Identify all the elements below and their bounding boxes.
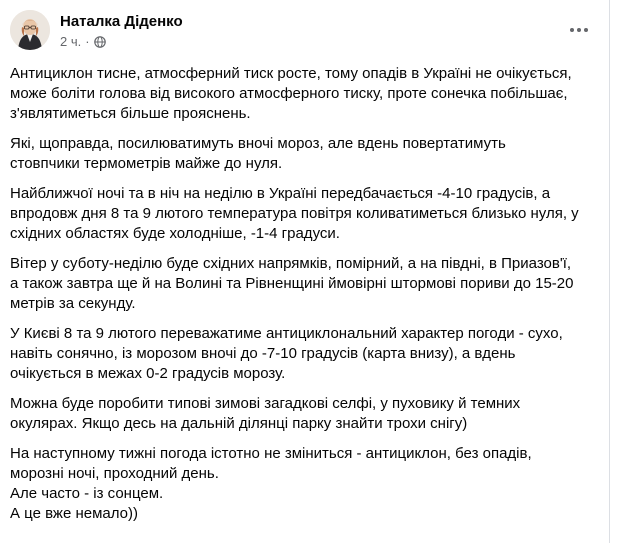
post-paragraph: Можна буде поробити типові зимові загадкові селфі, у пуховику й темних окулярах. Якщо десь на дальній ділянці парку знайти трохи снігу)	[10, 395, 521, 432]
post-paragraph: Найближчої ночі та в ніч на неділю в Україні передбачається -4-10 градусів, а впродовж дня 8 та 9 лютого температура повітря коливатиметься близько нуля, у східних областях буде холодніше, -1-4 градуси.	[10, 185, 579, 242]
globe-icon[interactable]	[94, 36, 106, 48]
post-paragraph: Вітер у суботу-неділю буде східних напрямків, помірний, а на півдні, в Приазов'ї, а також завтра ще й на Волині та Рівненщині ймовірні штормові пориви до 15-20 метрів за секунду.	[10, 255, 574, 312]
avatar-image	[10, 10, 50, 50]
post-meta	[60, 34, 106, 49]
post-text	[10, 64, 602, 534]
post-paragraph: На наступному тижні погода істотно не зміниться - антициклон, без опадів, морозні ночі, проходний день. Але часто - із сонцем. А це вже немало))	[10, 445, 532, 522]
post-paragraph: У Києві 8 та 9 лютого переважатиме антициклональний характер погоди - сухо, навіть сонячно, із морозом вночі до -7-10 градусів (карта внизу), а вдень очікується в межах 0-2 градусів морозу.	[10, 325, 563, 382]
meta-separator: ·	[85, 34, 90, 49]
post-paragraph: Які, щоправда, посилюватимуть вночі мороз, але вдень повертатимуть стовпчики термометрів майже до нуля.	[10, 135, 506, 172]
post-paragraph: Антициклон тисне, атмосферний тиск росте, тому опадів в Україні не очікується, може боліти голова від високого атмосферного тиску, проте сонечка побільшає, з'являтиметься більше прояснень.	[10, 65, 572, 122]
post-header	[10, 10, 599, 60]
post-time[interactable]: 2 ч.	[60, 34, 82, 49]
more-options-button[interactable]	[565, 20, 593, 40]
more-options-icon	[569, 27, 589, 33]
avatar[interactable]	[10, 10, 50, 50]
author-name[interactable]: Наталка Діденко	[60, 13, 183, 30]
